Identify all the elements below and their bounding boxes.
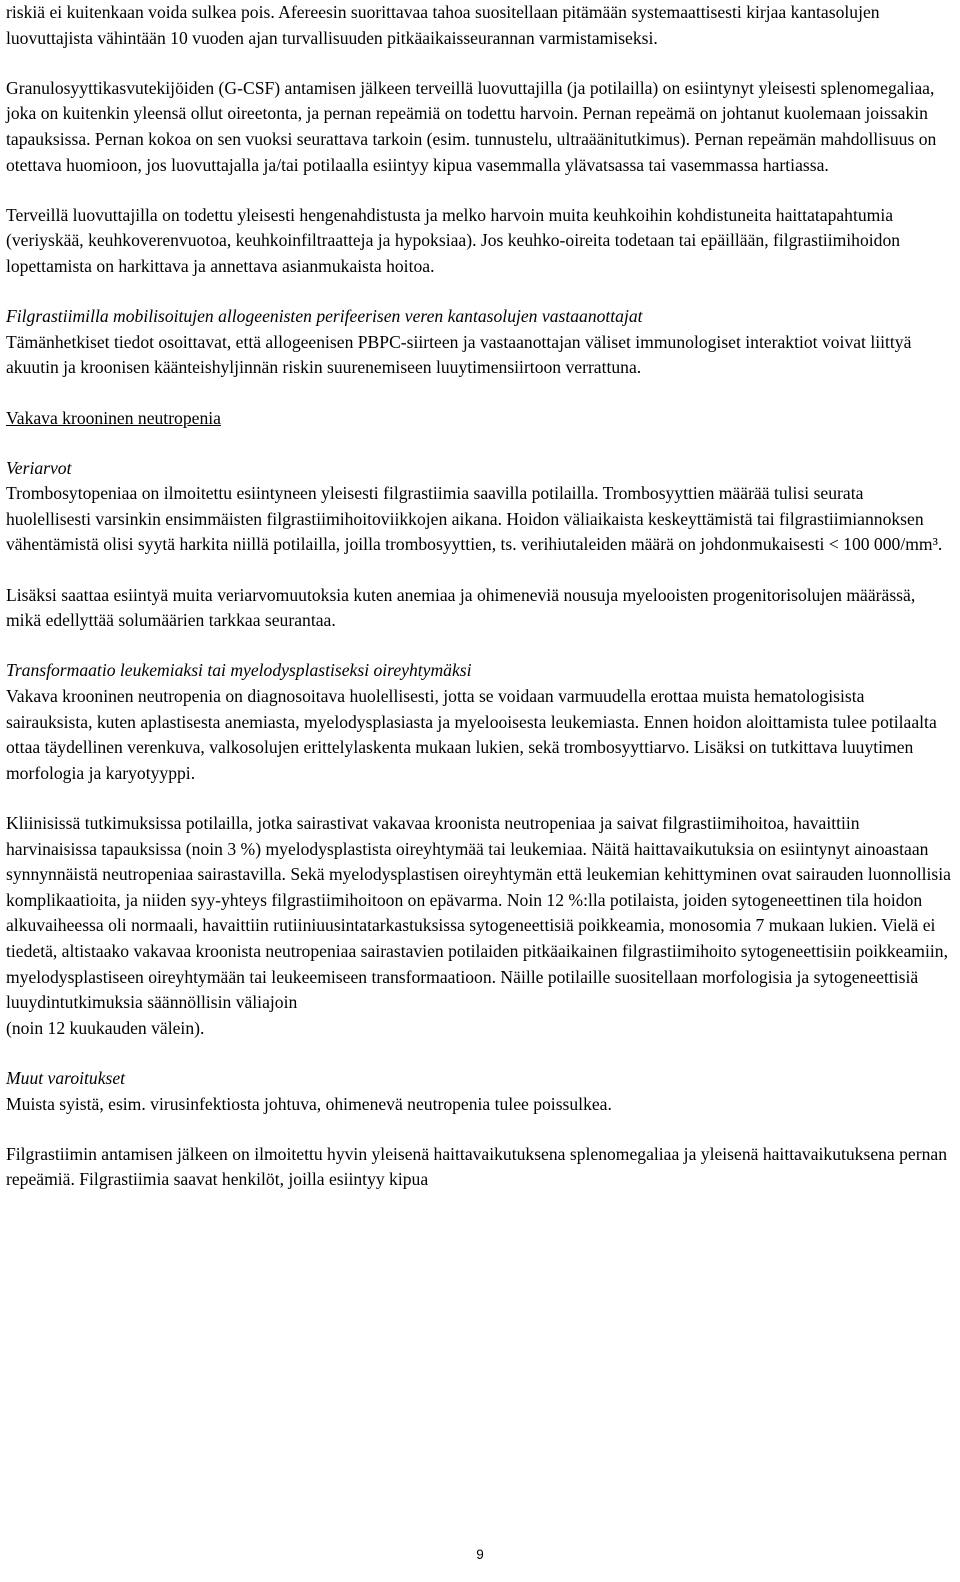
paragraph-thrombocytopenia: Trombosytopeniaa on ilmoitettu esiintyneen yleisesti filgrastiimia saavilla potilailla. Trombosyyttien määrää tulisi seurata huolellisesti varsinkin ensimmäisten filgrastiimihoitoviikkojen aikana. Hoidon väliaikaista keskeyttämistä tai filgrastiimiannoksen vähentämistä olisi syytä harkita niillä potilailla, joilla trombosyyttien, ts. verihiutaleiden määrä on johdonmukaisesti < 100 000/mm³.: [6, 483, 943, 555]
paragraph-pulmonary: Terveillä luovuttajilla on todettu yleisesti hengenahdistusta ja melko harvoin muita keuhkoihin kohdistuneita haittatapahtumia (veriyskää, keuhkoverenvuotoa, keuhkoinfiltraatteja ja hypoksiaa). Jos keuhko-oireita todetaan tai epäillään, filgrastiimihoidon lopettamista on harkittava ja annettava asianmukaista hoitoa.: [6, 204, 901, 276]
page-number: 9: [476, 1547, 484, 1562]
paragraph-diagnosis: Vakava krooninen neutropenia on diagnosoitava huolellisesti, jotta se voidaan varmuudella erottaa muista hematologisista sairauksista, kuten aplastisesta anemiasta, myelodysplasiasta ja myelooisesta leukemiasta. Ennen hoidon aloittamista tulee potilaalta ottaa täydellinen verenkuva, valkosolujen erittelylaskenta mukaan lukien, sekä trombosyyttiarvo. Lisäksi on tutkittava luuytimen morfologia ja karyotyyppi.: [6, 686, 937, 783]
document-page: [6, 0, 952, 1193]
heading-allogeneic-recipients: Filgrastiimilla mobilisoitujen allogeenisten perifeerisen veren kantasolujen vastaanottajat: [6, 306, 643, 327]
paragraph-allogeneic: Tämänhetkiset tiedot osoittavat, että allogeenisen PBPC-siirteen ja vastaanottajan väliset immunologiset interaktiot voivat liittyä akuutin ja kroonisen käänteishyljinnän riskin suurenemiseen luuytimensiirtoon verrattuna.: [6, 331, 912, 378]
paragraph-other-blood-changes: Lisäksi saattaa esiintyä muita veriarvomuutoksia kuten anemiaa ja ohimeneviä nousuja myelooisten progenitorisolujen määrässä, mikä edellyttää solumäärien tarkkaa seurantaa.: [6, 584, 916, 631]
paragraph-splenomegaly: Granulosyyttikasvutekijöiden (G-CSF) antamisen jälkeen terveillä luovuttajilla (ja potilailla) on esiintynyt yleisesti splenomegaliaa, joka on kuitenkin yleensä ollut oireetonta, ja pernan repeämiä on todettu harvoin. Pernan repeämä on johtanut kuolemaan joissakin tapauksissa. Pernan kokoa on sen vuoksi seurattava tarkoin (esim. tunnustelu, ultraäänitutkimus). Pernan repeämän mahdollisuus on otettava huomioon, jos luovuttajalla ja/tai potilaalla esiintyy kipua vasemmalla ylävatsassa tai vasemmassa hartiassa.: [6, 77, 937, 175]
heading-severe-chronic-neutropenia: Vakava krooninen neutropenia: [6, 407, 221, 428]
paragraph-intro: riskiä ei kuitenkaan voida sulkea pois. Afereesin suorittavaa tahoa suositellaan pitämään systemaattisesti kirjaa kantasolujen luovuttajista vähintään 10 vuoden ajan turvallisuuden pitkäaikaisseurannan varmistamiseksi.: [6, 2, 880, 48]
heading-blood-values: Veriarvot: [6, 457, 72, 478]
heading-other-warnings: Muut varoitukset: [6, 1067, 126, 1088]
paragraph-spleen-final: Filgrastiimin antamisen jälkeen on ilmoitettu hyvin yleisenä haittavaikutuksena splenomegaliaa ja yleisenä haittavaikutuksena pernan repeämiä. Filgrastiimia saavat henkilöt, joilla esiintyy kipua: [6, 1143, 947, 1190]
heading-transformation: Transformaatio leukemiaksi tai myelodysplastiseksi oireyhtymäksi: [6, 660, 472, 681]
clinical-studies-tail: (noin 12 kuukauden välein).: [6, 1017, 205, 1038]
clinical-studies-text: Kliinisissä tutkimuksissa potilailla, jotka sairastivat vakavaa kroonista neutropeniaa ja saivat filgrastiimihoitoa, havaittiin harvinaisissa tapauksissa (noin 3 %) myelodysplastista oireyhtymää tai leukemiaa. Näitä haittavaikutuksia on esiintynyt ainoastaan synnynnäistä neutropeniaa sairastavilla. Sekä myelodysplastisen oireyhtymän että leukemian kehittyminen ovat sairauden luonnollisia komplikaatioita, ja niiden syy-yhteys filgrastiimihoitoon on epävarma. Noin 12 %:lla potilaista, joiden sytogeneettinen tila hoidon alkuvaiheessa oli normaali, havaittiin rutiiniuusintatarkastuksissa sytogeneettisiä poikkeamia, monosomia 7 mukaan lukien. Vielä ei tiedetä, altistaako vakavaa kroonista neutropeniaa sairastavien potilaiden pitkäaikainen filgrastiimihoito sytogeneettisiin poikkeamiin, myelodysplastiseen oireyhtymään tai leukeemiseen transformaatioon. Näille potilaille suositellaan morfologisia ja sytogeneettisiä luuydintutkimuksia säännöllisin väliajoin: [6, 813, 951, 1013]
paragraph-clinical-studies: [6, 811, 952, 1041]
paragraph-other-warnings: Muista syistä, esim. virusinfektiosta johtuva, ohimenevä neutropenia tulee poissulkea.: [6, 1093, 612, 1114]
